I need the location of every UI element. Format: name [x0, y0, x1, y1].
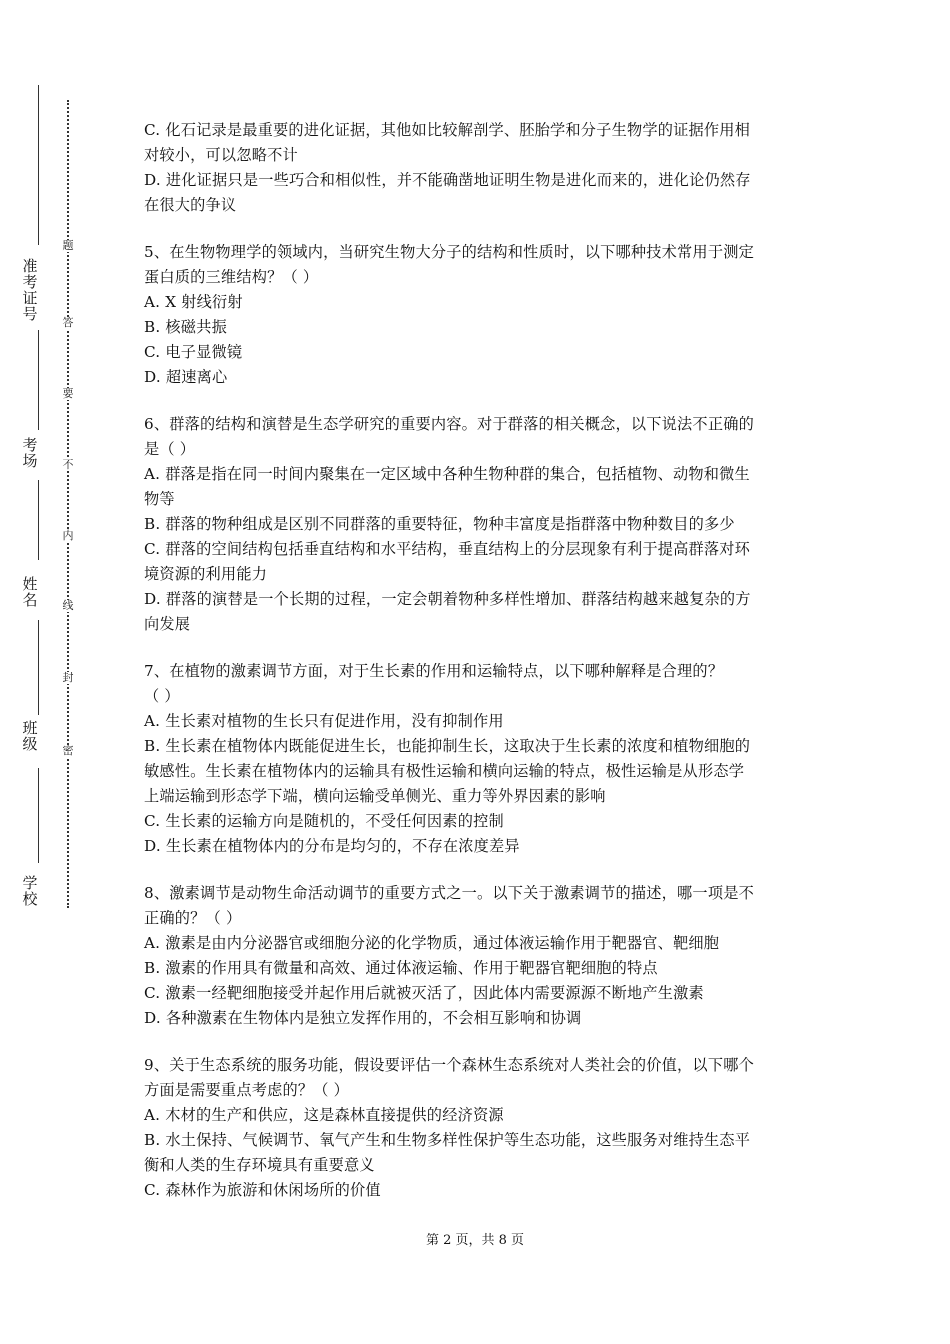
- question-4-tail: [144, 118, 809, 218]
- question-stem: 蛋白质的三维结构？（ ）: [144, 268, 319, 286]
- label-name: 姓名: [22, 575, 38, 609]
- option-d: D. 超速离心: [144, 368, 228, 386]
- label-school: 学校: [22, 874, 38, 908]
- question-stem: 方面是需要重点考虑的？（ ）: [144, 1081, 350, 1099]
- seal-char-ti: 题: [60, 240, 76, 252]
- fill-line-top: [38, 85, 39, 245]
- question-stem: 5、在生物物理学的领域内，当研究生物大分子的结构和性质时，以下哪种技术常用于测定: [144, 243, 754, 261]
- option-a: A. 木材的生产和供应，这是森林直接提供的经济资源: [144, 1106, 504, 1124]
- option-a: A. 激素是由内分泌器官或细胞分泌的化学物质，通过体液运输作用于靶器官、靶细胞: [144, 934, 720, 952]
- option-b: B. 群落的物种组成是区别不同群落的重要特征，物种丰富度是指群落中物种数目的多少: [144, 515, 735, 533]
- seal-char-bu: 不: [60, 459, 76, 471]
- option-c: C. 生长素的运输方向是随机的，不受任何因素的控制: [144, 812, 504, 830]
- exam-content: [144, 118, 809, 1225]
- option-b: 衡和人类的生存环境具有重要意义: [144, 1156, 375, 1174]
- option-b: 敏感性。生长素在植物体内的运输具有极性运输和横向运输的特点，极性运输是从形态学: [144, 762, 745, 780]
- option-line: 对较小，可以忽略不计: [144, 146, 298, 164]
- question-7: [144, 659, 809, 859]
- question-stem: 正确的？（ ）: [144, 909, 242, 927]
- question-5: [144, 240, 809, 390]
- option-c: C. 森林作为旅游和休闲场所的价值: [144, 1181, 381, 1199]
- option-a: A. 生长素对植物的生长只有促进作用，没有抑制作用: [144, 712, 504, 730]
- option-b: 上端运输到形态学下端，横向运输受单侧光、重力等外界因素的影响: [144, 787, 606, 805]
- option-d: 向发展: [144, 615, 191, 633]
- option-d: D. 各种激素在生物体内是独立发挥作用的，不会相互影响和协调: [144, 1009, 582, 1027]
- seal-char-mi: 密: [60, 745, 76, 757]
- option-c: C. 激素一经靶细胞接受并起作用后就被灭活了，因此体内需要源源不断地产生激素: [144, 984, 704, 1002]
- option-c: 境资源的利用能力: [144, 565, 268, 583]
- seal-char-nei: 内: [60, 530, 76, 542]
- option-a: 物等: [144, 490, 175, 508]
- fill-line-name: [38, 620, 39, 715]
- question-8: [144, 881, 809, 1031]
- option-c: C. 群落的空间结构包括垂直结构和水平结构，垂直结构上的分层现象有利于提高群落对环: [144, 540, 751, 558]
- page-number: 第 2 页，共 8 页: [425, 1233, 525, 1248]
- option-b: B. 水土保持、气候调节、氧气产生和生物多样性保护等生态功能，这些服务对维持生态平: [144, 1131, 751, 1149]
- question-stem: 7、在植物的激素调节方面，对于生长素的作用和运输特点，以下哪种解释是合理的？: [144, 662, 724, 680]
- question-stem: 是（ ）: [144, 440, 196, 458]
- fill-line-exam-no: [38, 330, 39, 430]
- option-a: A. X 射线衍射: [144, 293, 243, 311]
- seal-dotted-line: [67, 100, 69, 908]
- question-6: [144, 412, 809, 637]
- seal-char-da: 答: [60, 317, 76, 329]
- label-class: 班级: [22, 719, 38, 753]
- question-stem: 9、关于生态系统的服务功能，假设要评估一个森林生态系统对人类社会的价值，以下哪个: [144, 1056, 754, 1074]
- seal-char-feng: 封: [60, 672, 76, 684]
- question-stem: 8、激素调节是动物生命活动调节的重要方式之一。以下关于激素调节的描述，哪一项是不: [144, 884, 754, 902]
- question-9: [144, 1053, 809, 1203]
- seal-char-yao: 要: [60, 388, 76, 400]
- question-stem: 6、群落的结构和演替是生态学研究的重要内容。对于群落的相关概念，以下说法不正确的: [144, 415, 754, 433]
- option-d: D. 群落的演替是一个长期的过程，一定会朝着物种多样性增加、群落结构越来越复杂的方: [144, 590, 751, 608]
- option-d: D. 生长素在植物体内的分布是均匀的，不存在浓度差异: [144, 837, 520, 855]
- label-exam-room: 考场: [22, 436, 38, 470]
- question-stem: （ ）: [144, 687, 180, 705]
- fill-line-room: [38, 480, 39, 560]
- option-c: C. 电子显微镜: [144, 343, 243, 361]
- option-b: B. 激素的作用具有微量和高效、通过体液运输、作用于靶器官靶细胞的特点: [144, 959, 658, 977]
- option-line: C. 化石记录是最重要的进化证据，其他如比较解剖学、胚胎学和分子生物学的证据作用相: [144, 121, 751, 139]
- option-line: D. 进化证据只是一些巧合和相似性，并不能确凿地证明生物是进化而来的，进化论仍然存: [144, 171, 751, 189]
- option-b: B. 核磁共振: [144, 318, 227, 336]
- fill-line-class: [38, 768, 39, 863]
- option-a: A. 群落是指在同一时间内聚集在一定区域中各种生物种群的集合，包括植物、动物和微生: [144, 465, 750, 483]
- seal-char-xian: 线: [60, 600, 76, 612]
- label-exam-number: 准考证号: [22, 257, 38, 323]
- option-b: B. 生长素在植物体内既能促进生长，也能抑制生长，这取决于生长素的浓度和植物细胞的: [144, 737, 751, 755]
- option-line: 在很大的争议: [144, 196, 237, 214]
